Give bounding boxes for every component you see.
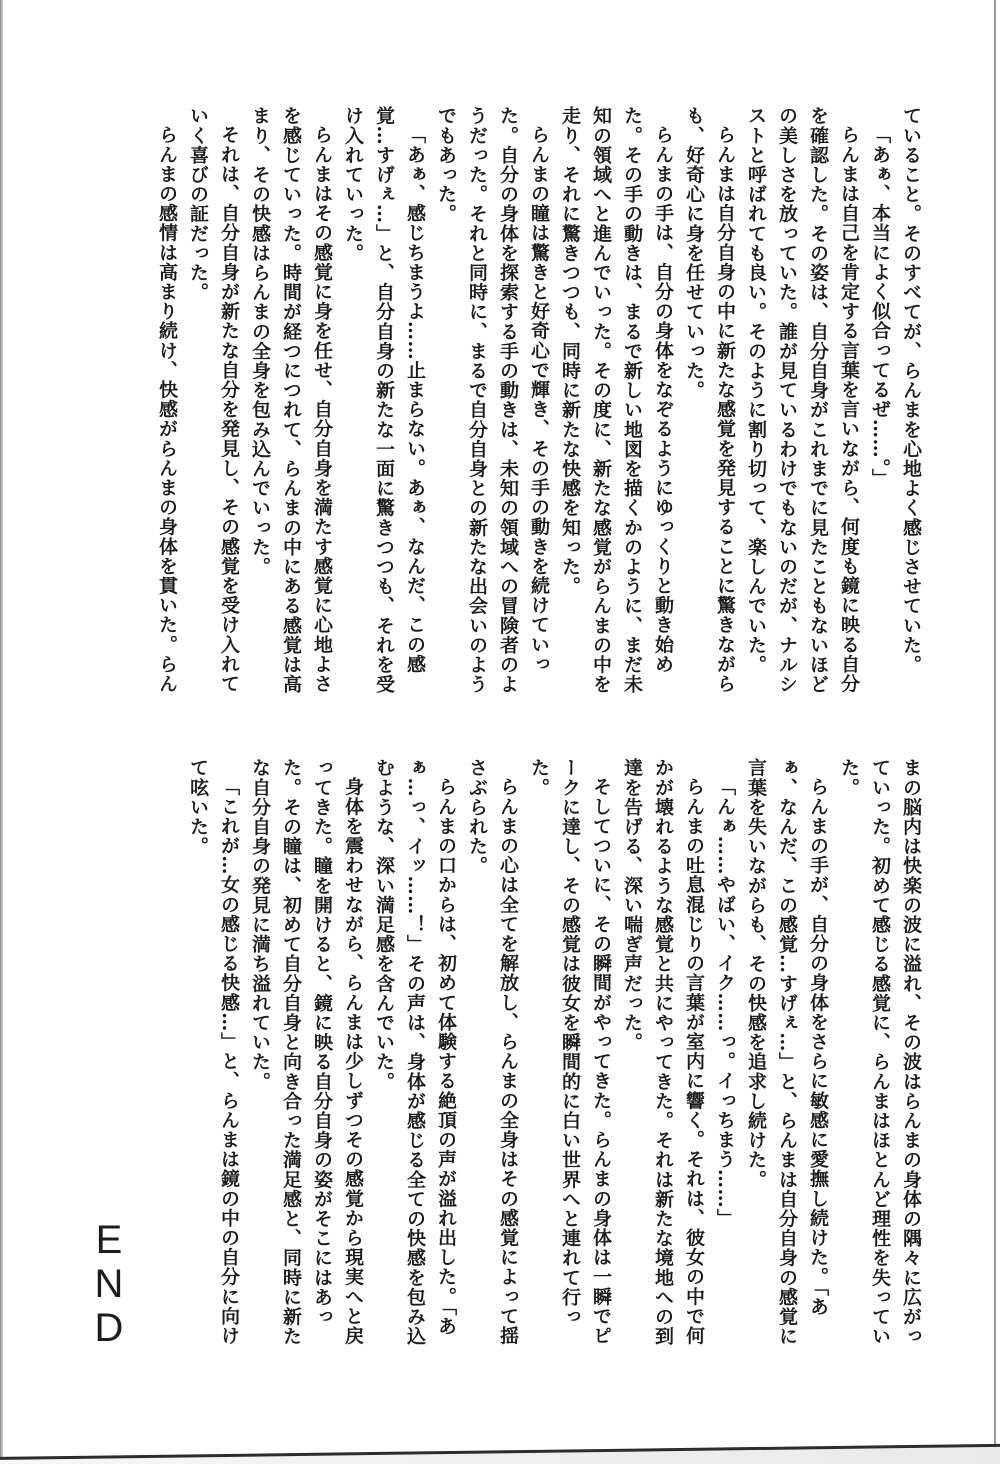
- story-paragraph: 「んぁ……やばい、イク……っ。イっちまう……」: [714, 777, 736, 1228]
- story-paragraph: まの脳内は快楽の波に溢れ、その波はらんまの身体の隅々に広がっていった。初めて感じる感覚に、らんまはほとんど理性を失っていた。: [838, 758, 922, 1346]
- story-text-block-top: [60, 106, 926, 696]
- story-paragraph: らんまの瞳は驚きと好奇心で輝き、その手の動きを続けていった。自分の身体を探索する手の動きは、未知の領域への冒険者のようだった。それと同時に、まるで自分自身との新たな出会いのようでもあった。: [435, 106, 550, 694]
- story-paragraph: それは、自分自身が新たな自分を発見し、その感覚を受け入れていく喜びの証だった。: [187, 106, 240, 694]
- story-paragraph: らんまは自己を肯定する言葉を言いながら、何度も鏡に映る自分を確認した。その姿は、自分自身がこれまでに見たこともないほどの美しさを放っていた。誰が見ているわけでもないのだが、ナルシストと呼ばれても良い。そのように割り切って、楽しんでいた。: [745, 106, 860, 694]
- story-paragraph: そしてついに、その瞬間がやってきた。らんまの身体は一瞬でピークに達し、その感覚は彼女を瞬間的に白い世界へと連れて行った。: [528, 758, 612, 1346]
- story-paragraph: 「あぁ、感じちまうよ……止まらない。あぁ、なんだ、この感覚…すげぇ…」と、自分自身の新たな一面に驚きつつも、それを受け入れていった。: [342, 106, 426, 694]
- story-paragraph: らんまの吐息混じりの言葉が室内に響く。それは、彼女の中で何かが壊れるような感覚と共にやってきた。それは新たな境地への到達を告げる、深い喘ぎ声だった。: [621, 758, 705, 1346]
- page-edge-right-line: [994, 0, 996, 1448]
- story-paragraph: らんまの手は、自分の身体をなぞるようにゆっくりと動き始めた。その手の動きは、まるで新しい地図を描くかのように、まだ未知の領域へと進んでいった。その度に、新たな感覚がらんまの中を走り、それに驚きつつも、同時に新たな快感を知った。: [559, 106, 674, 694]
- end-marker: END: [87, 1218, 131, 1350]
- story-paragraph: 身体を震わせながら、らんまは少しずつその感覚から現実へと戻ってきた。瞳を開けると、鏡に映る自分自身の姿がそこにはあった。その瞳は、初めて自分自身と向き合った満足感と、同時に新たな自分自身の発見に満ち溢れていた。: [249, 758, 364, 1346]
- story-paragraph: らんまはその感覚に身を任せ、自分自身を満たす感覚に心地よさを感じていった。時間が経つにつれて、らんまの中にある感覚は高まり、その快感はらんまの全身を包み込んでいった。: [249, 106, 333, 694]
- story-paragraph: 「これが…女の感じる快感…」と、らんまは鏡の中の自分に向けて呟いた。: [187, 758, 240, 1346]
- story-paragraph: らんまの心は全てを解放し、らんまの全身はその感覚によって揺さぶられた。: [466, 758, 519, 1346]
- story-paragraph: 「あぁ、本当によく似合ってるぜ……。」: [869, 125, 891, 488]
- story-paragraph: らんまは自分自身の中に新たな感覚を発見することに驚きながらも、好奇心に身を任せていった。: [683, 106, 736, 694]
- story-text-block-bottom: [60, 758, 926, 1348]
- story-paragraph: らんまの口からは、初めて体験する絶頂の声が溢れ出した。「あぁ…っ、イッ……！」その声は、身体が感じる全ての快感を包み込むような、深い満足感を含んでいた。: [373, 758, 457, 1346]
- page-edge-left-line: [0, 0, 3, 1458]
- story-paragraph: ていること。そのすべてが、らんまを心地よく感じさせていた。: [900, 106, 922, 675]
- story-paragraph: らんまの手が、自分の身体をさらに敏感に愛撫し続けた。「あぁ、なんだ、この感覚…すげぇ…」と、らんまは自分自身の感覚に言葉を失いながらも、その快感を追求し続けた。: [745, 758, 829, 1346]
- story-paragraph: らんまの感情は高まり続け、快感がらんまの身体を貫いた。らん: [156, 125, 178, 694]
